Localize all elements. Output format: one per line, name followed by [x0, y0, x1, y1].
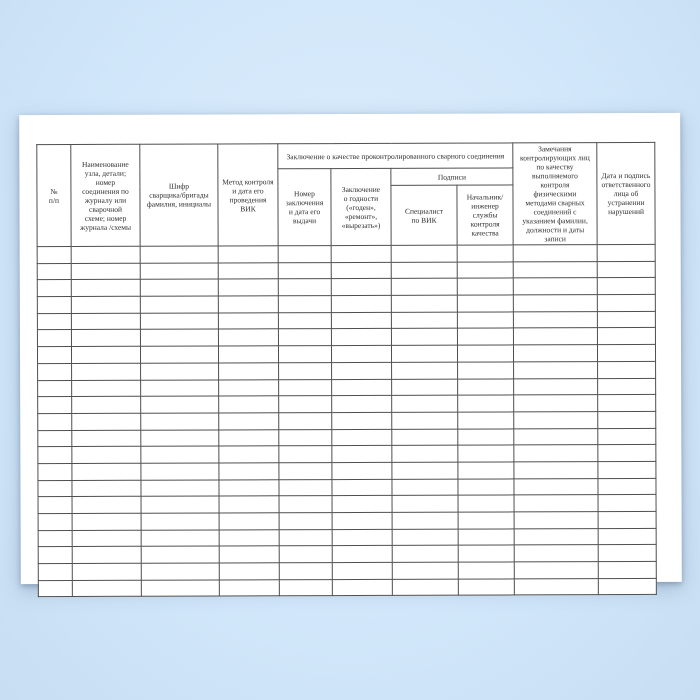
- empty-cell: [513, 311, 597, 328]
- empty-cell: [458, 495, 514, 512]
- empty-cell: [514, 445, 598, 462]
- empty-cell: [278, 329, 331, 346]
- empty-cell: [598, 561, 656, 578]
- empty-cell: [279, 379, 332, 396]
- header-date-signature: Дата и подпись ответственного лица об устранении нарушений: [597, 142, 655, 244]
- empty-cell: [597, 261, 655, 278]
- empty-cell: [37, 263, 71, 280]
- header-control-method: Метод контроля и дата его проведения ВИК: [218, 144, 278, 246]
- empty-cell: [513, 328, 597, 345]
- empty-cell: [140, 296, 218, 313]
- empty-cell: [141, 530, 219, 547]
- empty-cell: [457, 345, 513, 362]
- empty-cell: [140, 279, 218, 296]
- empty-cell: [392, 412, 458, 429]
- empty-cell: [71, 313, 140, 330]
- empty-cell: [332, 362, 392, 379]
- empty-cell: [71, 330, 140, 347]
- empty-cell: [71, 346, 140, 363]
- empty-cell: [392, 379, 458, 396]
- empty-cell: [332, 379, 392, 396]
- empty-cell: [391, 245, 457, 262]
- empty-cell: [141, 563, 219, 580]
- empty-cell: [72, 430, 141, 447]
- empty-cell: [391, 295, 457, 312]
- empty-cell: [513, 278, 597, 295]
- empty-cell: [219, 413, 279, 430]
- header-vik-specialist: Специалист по ВИК: [391, 185, 457, 245]
- empty-cell: [72, 363, 141, 380]
- empty-cell: [514, 528, 598, 545]
- empty-cell: [331, 345, 391, 362]
- empty-cell: [392, 429, 458, 446]
- empty-cell: [279, 513, 332, 530]
- empty-cell: [219, 513, 279, 530]
- empty-cell: [458, 378, 514, 395]
- empty-cell: [598, 478, 656, 495]
- empty-cell: [458, 579, 514, 596]
- table-row: [38, 578, 656, 597]
- empty-cell: [597, 328, 655, 345]
- empty-cell: [458, 412, 514, 429]
- empty-cell: [598, 445, 656, 462]
- empty-cell: [219, 529, 279, 546]
- table-row: [38, 495, 656, 514]
- empty-cell: [141, 379, 219, 396]
- empty-cell: [278, 312, 331, 329]
- empty-cell: [332, 446, 392, 463]
- empty-cell: [514, 345, 598, 362]
- empty-cell: [458, 545, 514, 562]
- empty-cell: [332, 429, 392, 446]
- empty-cell: [458, 428, 514, 445]
- table-row: [38, 428, 656, 447]
- empty-cell: [331, 245, 391, 262]
- empty-cell: [392, 529, 458, 546]
- empty-cell: [278, 296, 331, 313]
- empty-cell: [279, 463, 332, 480]
- empty-cell: [598, 411, 656, 428]
- header-welder-code: Шифр сварщика/бригады фамилия, инициалы: [140, 144, 218, 246]
- header-item-name: Наименование узла, детали; номер соединения по журналу или сварочной схеме; номер журнала /схемы: [71, 144, 140, 246]
- table-body: [37, 244, 656, 597]
- empty-cell: [141, 413, 219, 430]
- empty-cell: [71, 280, 140, 297]
- empty-cell: [514, 361, 598, 378]
- empty-cell: [38, 564, 72, 581]
- empty-cell: [598, 545, 656, 562]
- empty-cell: [514, 562, 598, 579]
- empty-cell: [38, 397, 72, 414]
- empty-cell: [72, 580, 141, 597]
- empty-cell: [391, 329, 457, 346]
- empty-cell: [279, 546, 332, 563]
- empty-cell: [513, 295, 597, 312]
- empty-cell: [72, 413, 141, 430]
- empty-cell: [219, 579, 279, 596]
- empty-cell: [219, 396, 279, 413]
- empty-cell: [278, 262, 331, 279]
- empty-cell: [219, 546, 279, 563]
- empty-cell: [332, 579, 392, 596]
- empty-cell: [71, 263, 140, 280]
- header-conclusion-number: Номер заключения и дата его выдачи: [278, 169, 331, 246]
- empty-cell: [219, 429, 279, 446]
- empty-cell: [458, 462, 514, 479]
- empty-cell: [331, 295, 391, 312]
- header-remarks: Замечания контролирующих лиц по качеству выполняемого контроля физическими методами сварных соединений с указанием фамилии, должности и даты записи: [513, 143, 597, 245]
- empty-cell: [514, 545, 598, 562]
- empty-cell: [38, 497, 72, 514]
- table-row: [38, 545, 656, 564]
- empty-cell: [514, 378, 598, 395]
- empty-cell: [219, 496, 279, 513]
- empty-cell: [458, 529, 514, 546]
- empty-cell: [392, 479, 458, 496]
- empty-cell: [457, 312, 513, 329]
- header-conclusion-group: Заключение о качестве проконтролированного сварного соединения: [278, 143, 513, 169]
- empty-cell: [598, 345, 656, 362]
- empty-cell: [141, 580, 219, 597]
- empty-cell: [279, 362, 332, 379]
- empty-cell: [71, 296, 140, 313]
- empty-cell: [598, 495, 656, 512]
- empty-cell: [332, 529, 392, 546]
- table-row: [38, 511, 656, 530]
- empty-cell: [37, 347, 71, 364]
- empty-cell: [391, 279, 457, 296]
- empty-cell: [598, 511, 656, 528]
- empty-cell: [140, 263, 218, 280]
- empty-cell: [279, 412, 332, 429]
- empty-cell: [279, 446, 332, 463]
- empty-cell: [141, 463, 219, 480]
- empty-cell: [392, 495, 458, 512]
- empty-cell: [331, 329, 391, 346]
- empty-cell: [279, 396, 332, 413]
- empty-cell: [514, 512, 598, 529]
- empty-cell: [37, 313, 71, 330]
- empty-cell: [514, 428, 598, 445]
- empty-cell: [392, 562, 458, 579]
- header-qc-head: Начальник/ инженер службы контроля качества: [457, 185, 513, 245]
- empty-cell: [140, 313, 218, 330]
- empty-cell: [392, 395, 458, 412]
- empty-cell: [218, 313, 278, 330]
- empty-cell: [392, 546, 458, 563]
- empty-cell: [457, 245, 513, 262]
- empty-cell: [392, 512, 458, 529]
- empty-cell: [140, 246, 218, 263]
- header-row-number: № п/п: [37, 144, 71, 246]
- empty-cell: [332, 479, 392, 496]
- empty-cell: [141, 513, 219, 530]
- table-row: [38, 445, 656, 464]
- empty-cell: [219, 463, 279, 480]
- empty-cell: [219, 379, 279, 396]
- empty-cell: [597, 311, 655, 328]
- empty-cell: [332, 546, 392, 563]
- empty-cell: [218, 346, 278, 363]
- empty-cell: [278, 346, 331, 363]
- empty-cell: [598, 428, 656, 445]
- empty-cell: [331, 262, 391, 279]
- empty-cell: [71, 246, 140, 263]
- empty-cell: [514, 478, 598, 495]
- empty-cell: [332, 496, 392, 513]
- empty-cell: [279, 563, 332, 580]
- empty-cell: [38, 530, 72, 547]
- empty-cell: [37, 297, 71, 314]
- empty-cell: [332, 462, 392, 479]
- empty-cell: [72, 497, 141, 514]
- empty-cell: [391, 312, 457, 329]
- empty-cell: [219, 446, 279, 463]
- empty-cell: [598, 378, 656, 395]
- empty-cell: [72, 446, 141, 463]
- empty-cell: [278, 279, 331, 296]
- empty-cell: [458, 562, 514, 579]
- empty-cell: [72, 380, 141, 397]
- empty-cell: [598, 461, 656, 478]
- empty-cell: [279, 429, 332, 446]
- table-row: [38, 411, 656, 430]
- header-fitness-conclusion: Заключение о годности («годен», «ремонт», «вырезать»): [331, 168, 391, 245]
- empty-cell: [457, 295, 513, 312]
- empty-cell: [513, 261, 597, 278]
- empty-cell: [38, 513, 72, 530]
- empty-cell: [219, 563, 279, 580]
- empty-cell: [38, 430, 72, 447]
- empty-cell: [514, 462, 598, 479]
- empty-cell: [332, 512, 392, 529]
- empty-cell: [279, 496, 332, 513]
- empty-cell: [598, 528, 656, 545]
- empty-cell: [72, 563, 141, 580]
- empty-cell: [331, 312, 391, 329]
- empty-cell: [458, 395, 514, 412]
- table-row: [38, 528, 656, 547]
- empty-cell: [597, 278, 655, 295]
- empty-cell: [141, 446, 219, 463]
- table-row: [38, 561, 656, 580]
- empty-cell: [391, 345, 457, 362]
- empty-cell: [140, 346, 218, 363]
- empty-cell: [38, 463, 72, 480]
- empty-cell: [392, 579, 458, 596]
- empty-cell: [141, 396, 219, 413]
- empty-cell: [279, 479, 332, 496]
- empty-cell: [458, 479, 514, 496]
- empty-cell: [392, 462, 458, 479]
- empty-cell: [72, 547, 141, 564]
- empty-cell: [457, 262, 513, 279]
- empty-cell: [72, 513, 141, 530]
- document-page: [19, 113, 682, 584]
- empty-cell: [332, 562, 392, 579]
- empty-cell: [514, 395, 598, 412]
- empty-cell: [279, 579, 332, 596]
- empty-cell: [141, 363, 219, 380]
- empty-cell: [38, 547, 72, 564]
- empty-cell: [218, 246, 278, 263]
- empty-cell: [598, 395, 656, 412]
- empty-cell: [457, 278, 513, 295]
- empty-cell: [218, 262, 278, 279]
- empty-cell: [72, 530, 141, 547]
- table-row: [38, 478, 656, 497]
- empty-cell: [458, 445, 514, 462]
- empty-cell: [457, 328, 513, 345]
- empty-cell: [332, 412, 392, 429]
- empty-cell: [38, 480, 72, 497]
- empty-cell: [219, 363, 279, 380]
- empty-cell: [598, 361, 656, 378]
- empty-cell: [72, 396, 141, 413]
- empty-cell: [514, 578, 598, 595]
- empty-cell: [458, 362, 514, 379]
- empty-cell: [218, 279, 278, 296]
- empty-cell: [597, 244, 655, 261]
- empty-cell: [141, 480, 219, 497]
- table-row: [38, 461, 656, 480]
- empty-cell: [72, 463, 141, 480]
- empty-cell: [38, 447, 72, 464]
- empty-cell: [392, 362, 458, 379]
- empty-cell: [597, 294, 655, 311]
- empty-cell: [391, 262, 457, 279]
- empty-cell: [514, 495, 598, 512]
- welding-inspection-log-table: [36, 142, 657, 598]
- empty-cell: [332, 396, 392, 413]
- empty-cell: [218, 329, 278, 346]
- empty-cell: [72, 480, 141, 497]
- empty-cell: [38, 363, 72, 380]
- empty-cell: [514, 412, 598, 429]
- empty-cell: [141, 496, 219, 513]
- empty-cell: [218, 296, 278, 313]
- empty-cell: [392, 445, 458, 462]
- empty-cell: [141, 430, 219, 447]
- empty-cell: [38, 580, 72, 597]
- empty-cell: [279, 529, 332, 546]
- table-row: [38, 378, 656, 397]
- empty-cell: [458, 512, 514, 529]
- empty-cell: [331, 279, 391, 296]
- empty-cell: [140, 329, 218, 346]
- empty-cell: [37, 280, 71, 297]
- empty-cell: [38, 413, 72, 430]
- empty-cell: [513, 245, 597, 262]
- empty-cell: [219, 479, 279, 496]
- empty-cell: [141, 546, 219, 563]
- empty-cell: [278, 246, 331, 263]
- table-row: [38, 395, 656, 414]
- empty-cell: [37, 246, 71, 263]
- header-signatures-group: Подписи: [391, 168, 513, 185]
- empty-cell: [598, 578, 656, 595]
- empty-cell: [38, 380, 72, 397]
- empty-cell: [37, 330, 71, 347]
